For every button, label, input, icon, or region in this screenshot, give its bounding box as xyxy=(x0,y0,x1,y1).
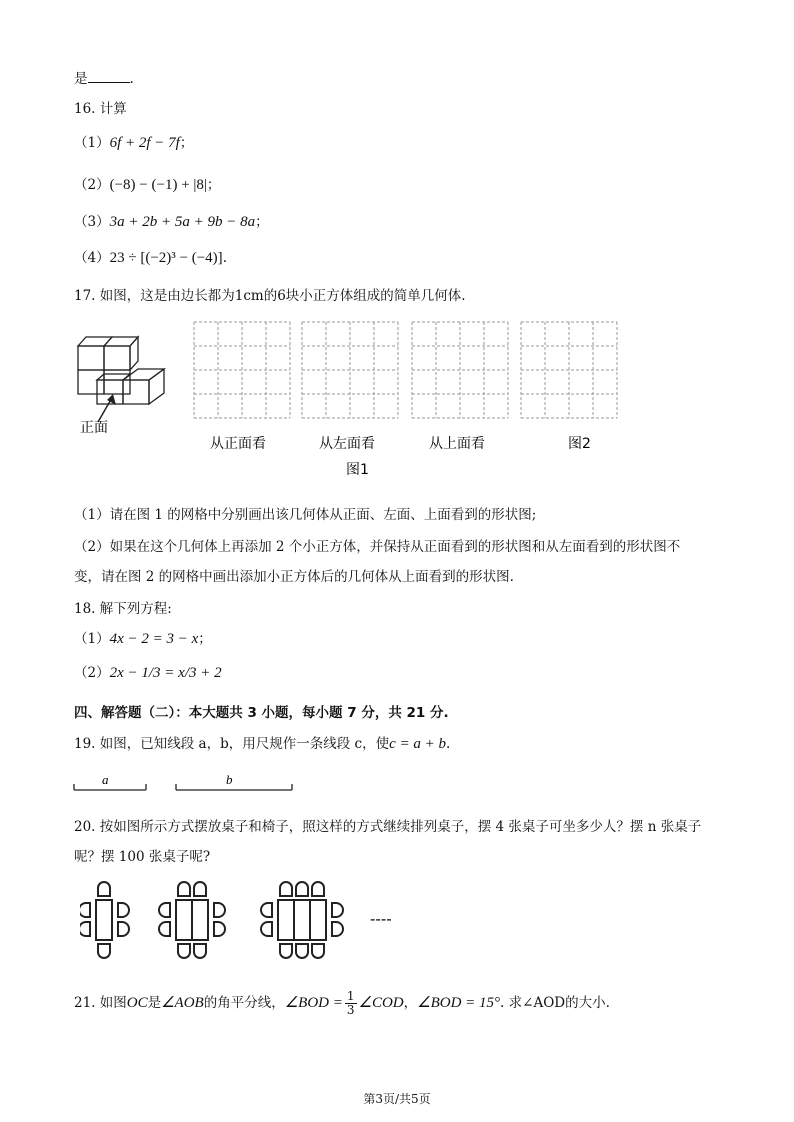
prev-question-tail xyxy=(74,70,134,88)
chair-right xyxy=(214,922,225,936)
chair-top xyxy=(98,882,110,896)
numerator: 1 xyxy=(346,989,355,1003)
q19-segments xyxy=(70,768,310,798)
q18-item-2 xyxy=(74,664,222,682)
grid-label-left: 从左面看 xyxy=(319,436,375,452)
grid-top[interactable] xyxy=(412,322,508,418)
q16-item-3 xyxy=(74,213,269,231)
chair-left xyxy=(159,922,170,936)
chair-top xyxy=(178,882,190,896)
punct: ； xyxy=(179,135,194,151)
chair-bottom xyxy=(194,944,206,958)
segment-b-label: b xyxy=(226,772,233,787)
answer-blank xyxy=(88,70,130,83)
denominator: 3 xyxy=(346,1003,355,1017)
q18-title: 18. 解下列方程: xyxy=(74,601,172,617)
punct: . xyxy=(222,250,227,266)
cube-solid-figure xyxy=(78,337,164,404)
table xyxy=(278,900,294,940)
q18-item-1 xyxy=(74,630,212,648)
q16-title: 16. 计算 xyxy=(74,101,127,117)
text: 的角平分线， xyxy=(203,995,285,1011)
punct: ； xyxy=(206,177,221,193)
q17-title: 17. 如图，这是由边长都为1cm的6块小正方体组成的简单几何体. xyxy=(74,288,466,304)
segment-a xyxy=(74,784,146,790)
q17-part-2b: 变，请在图 2 的网格中画出添加小正方体后的几何体从上面看到的形状图. xyxy=(74,569,514,585)
item-label: （1） xyxy=(74,135,110,151)
q20-tables-figure xyxy=(80,880,400,960)
chair-top xyxy=(194,882,206,896)
q17-part-2a: （2）如果在这个几何体上再添加 2 个小正方体，并保持从正面看到的形状图和从左面看到的形状图不 xyxy=(74,539,681,555)
grid-left[interactable] xyxy=(302,322,398,418)
chair-left xyxy=(261,922,272,936)
q17-part-1: （1）请在图 1 的网格中分别画出该几何体从正面、左面、上面看到的形状图; xyxy=(74,507,537,523)
item-label: （3） xyxy=(74,214,110,230)
table xyxy=(294,900,310,940)
page-number: 第3页/共5页 xyxy=(363,1092,431,1106)
grid-label-fig2: 图2 xyxy=(568,436,591,452)
chair-bottom xyxy=(312,944,324,958)
q16-item-1 xyxy=(74,134,193,152)
q16-item-2 xyxy=(74,176,220,194)
segment-name: OC xyxy=(126,995,148,1011)
q20-line-2: 呢？摆 100 张桌子呢? xyxy=(74,849,211,865)
grid-front[interactable] xyxy=(194,322,290,418)
grid-label-top: 从上面看 xyxy=(429,436,485,452)
front-label: 正面 xyxy=(80,420,108,436)
segment-a-label: a xyxy=(102,772,109,787)
chair-top xyxy=(312,882,324,896)
expression: 6f + 2f − 7f xyxy=(109,135,180,151)
expression: 23 ÷ [(−2)³ − (−4)] xyxy=(109,250,223,266)
chair-right xyxy=(118,903,129,917)
chair-right xyxy=(118,922,129,936)
punct: ； xyxy=(198,631,212,647)
angle-value: ∠BOD = 15° xyxy=(417,995,501,1011)
angle-name: ∠BOD = xyxy=(284,995,343,1011)
item-label: （4） xyxy=(74,250,110,266)
grid-fig2[interactable] xyxy=(521,322,617,418)
text: . xyxy=(129,71,134,87)
chair-right xyxy=(214,903,225,917)
angle-name: ∠COD xyxy=(358,995,404,1011)
expression: 4x − 2 = 3 − x xyxy=(109,631,199,647)
q21-line xyxy=(74,990,610,1017)
q19-title xyxy=(74,735,450,753)
chair-bottom xyxy=(296,944,308,958)
chair-left xyxy=(80,903,90,917)
q17-figure xyxy=(74,320,634,490)
pattern-continues: ---- xyxy=(370,910,392,928)
expression: 3a + 2b + 5a + 9b − 8a xyxy=(109,214,256,230)
figure-1-label: 图1 xyxy=(346,462,369,478)
chair-right xyxy=(332,903,343,917)
fraction xyxy=(345,990,357,1017)
chair-top xyxy=(296,882,308,896)
q16-item-4 xyxy=(74,249,227,267)
chair-bottom xyxy=(178,944,190,958)
chair-bottom xyxy=(280,944,292,958)
text: 是 xyxy=(147,995,162,1011)
punct: ； xyxy=(255,214,269,230)
text: 21. 如图 xyxy=(74,995,127,1011)
table xyxy=(310,900,326,940)
chair-left xyxy=(159,903,170,917)
text: ， xyxy=(403,995,418,1011)
text: 19. 如图，已知线段 a，b，用尺规作一条线段 c，使 xyxy=(74,736,390,752)
table xyxy=(192,900,208,940)
punct: . xyxy=(446,736,451,752)
angle-name: ∠AOB xyxy=(161,995,204,1011)
chair-right xyxy=(332,922,343,936)
chair-left xyxy=(261,903,272,917)
expression: 2x − 1/3 = x/3 + 2 xyxy=(109,665,222,681)
front-arrow xyxy=(98,394,116,422)
expression: c = a + b xyxy=(389,736,447,752)
item-label: （2） xyxy=(74,665,110,681)
text: . 求∠AOD的大小. xyxy=(500,995,610,1011)
expression: (−8) − (−1) + |8| xyxy=(109,177,207,193)
table xyxy=(96,900,112,940)
text: 是 xyxy=(74,71,88,87)
grid-label-front: 从正面看 xyxy=(210,436,266,452)
chair-bottom xyxy=(98,944,110,958)
q20-line-1: 20. 按如图所示方式摆放桌子和椅子，照这样的方式继续排列桌子，摆 4 张桌子可坐多少人？摆 n 张桌子 xyxy=(74,819,702,835)
chair-left xyxy=(80,922,90,936)
table xyxy=(176,900,192,940)
section-heading: 四、解答题（二）：本大题共 3 小题，每小题 7 分，共 21 分. xyxy=(74,705,449,721)
segment-b xyxy=(176,784,292,790)
item-label: （2） xyxy=(74,177,110,193)
chair-top xyxy=(280,882,292,896)
item-label: （1） xyxy=(74,631,110,647)
